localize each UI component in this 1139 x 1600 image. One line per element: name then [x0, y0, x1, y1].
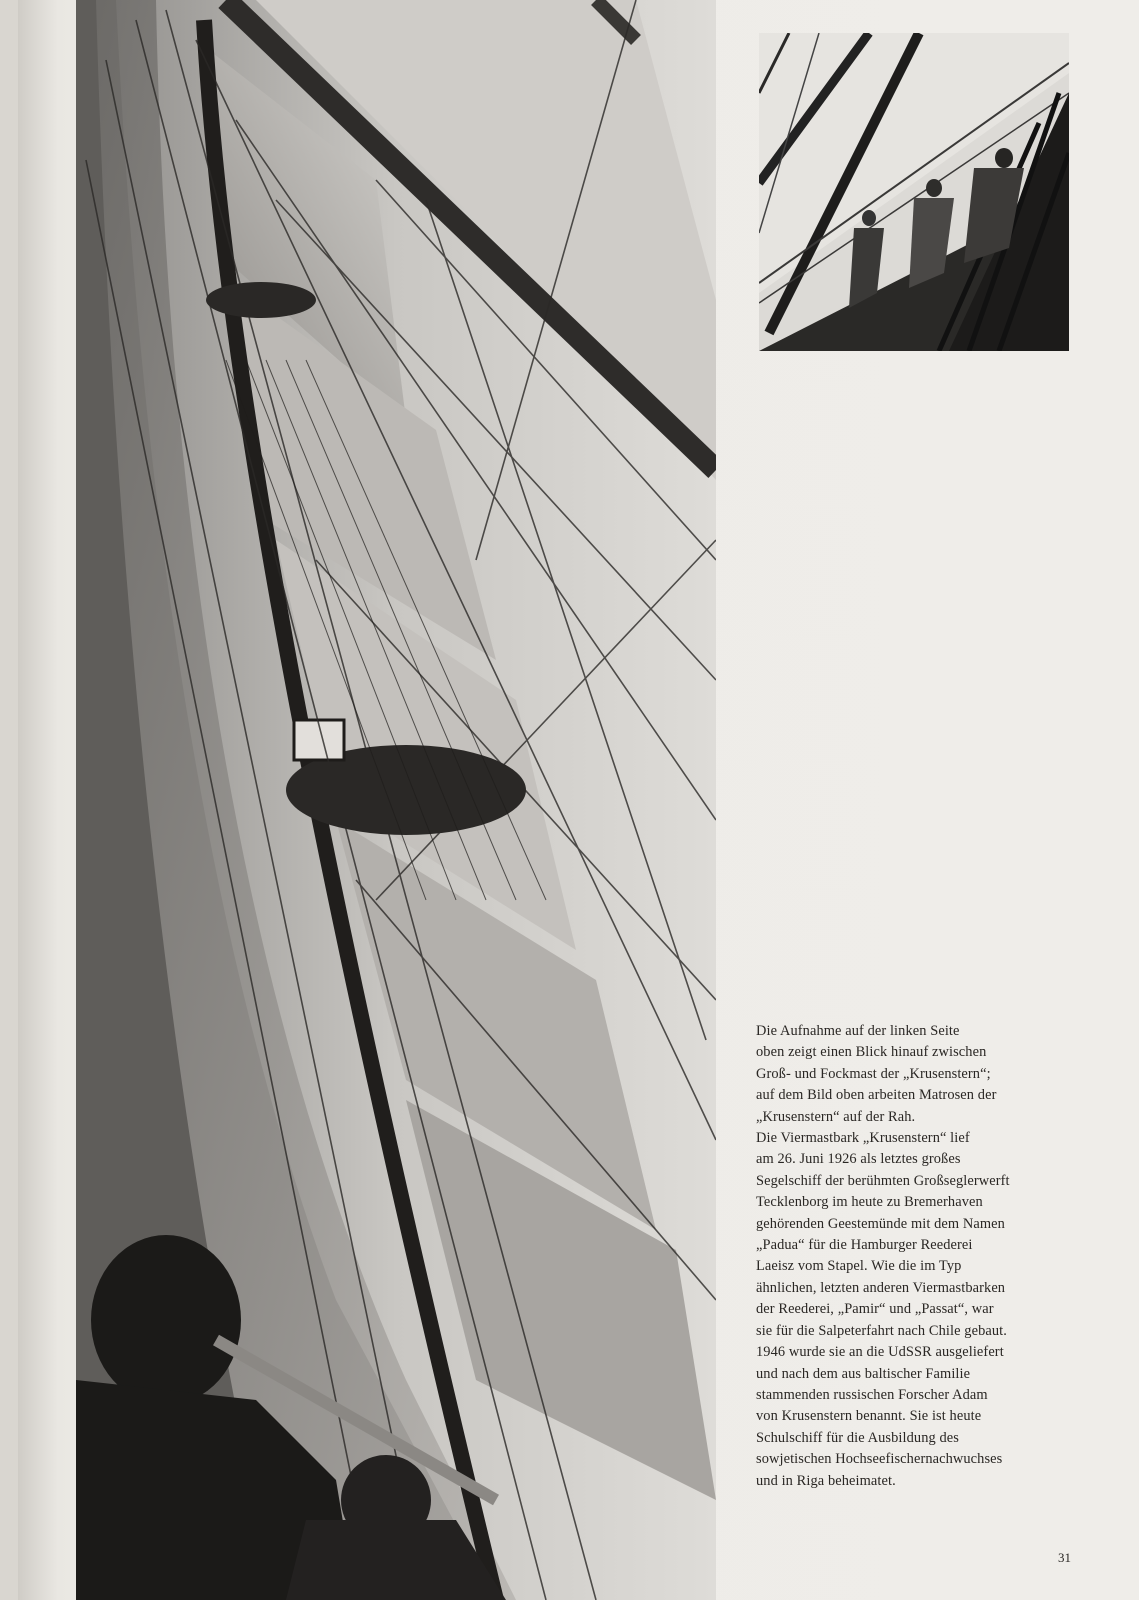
caption-line: Die Viermastbark „Krusenstern“ lief [756, 1130, 970, 1147]
caption-line: gehörenden Geestemünde mit dem Namen [756, 1215, 1005, 1232]
sailors-on-yard-photo [759, 33, 1069, 351]
caption-line: ähnlichen, letzten anderen Viermastbarken [756, 1279, 1006, 1296]
caption-line: sie für die Salpeterfahrt nach Chile gebaut. [756, 1322, 1007, 1339]
caption-line: oben zeigt einen Blick hinauf zwischen [756, 1044, 987, 1061]
caption-line: „Padua“ für die Hamburger Reederei [756, 1237, 973, 1254]
book-page [18, 0, 1139, 1600]
caption-line: stammenden russischen Forscher Adam [756, 1386, 988, 1403]
caption-line: „Krusenstern“ auf der Rah. [756, 1108, 916, 1125]
caption-line: und nach dem aus baltischer Familie [756, 1365, 971, 1382]
caption-line: Schulschiff für die Ausbildung des [756, 1429, 959, 1446]
page-number: 31 [1058, 1550, 1071, 1565]
caption-line: am 26. Juni 1926 als letztes großes [756, 1151, 961, 1168]
caption-line: von Krusenstern benannt. Sie ist heute [756, 1408, 982, 1425]
caption-text [756, 1021, 1086, 1492]
caption-line: Tecklenborg im heute zu Bremerhaven [756, 1194, 983, 1211]
tall-ship-rigging-photo [76, 0, 716, 1600]
caption-line: Die Aufnahme auf der linken Seite [756, 1023, 960, 1039]
caption-line: der Reederei, „Pamir“ und „Passat“, war [756, 1301, 994, 1318]
caption-line: 1946 wurde sie an die UdSSR ausgeliefert [756, 1344, 1004, 1361]
caption-line: Segelschiff der berühmten Großseglerwerft [756, 1172, 1010, 1189]
caption-line: auf dem Bild oben arbeiten Matrosen der [756, 1087, 997, 1104]
caption-line: sowjetischen Hochseefischernachwuchses [756, 1451, 1003, 1468]
caption-line: und in Riga beheimatet. [756, 1472, 896, 1489]
caption-line: Groß- und Fockmast der „Krusenstern“; [756, 1065, 991, 1082]
caption-line: Laeisz vom Stapel. Wie die im Typ [756, 1258, 962, 1275]
